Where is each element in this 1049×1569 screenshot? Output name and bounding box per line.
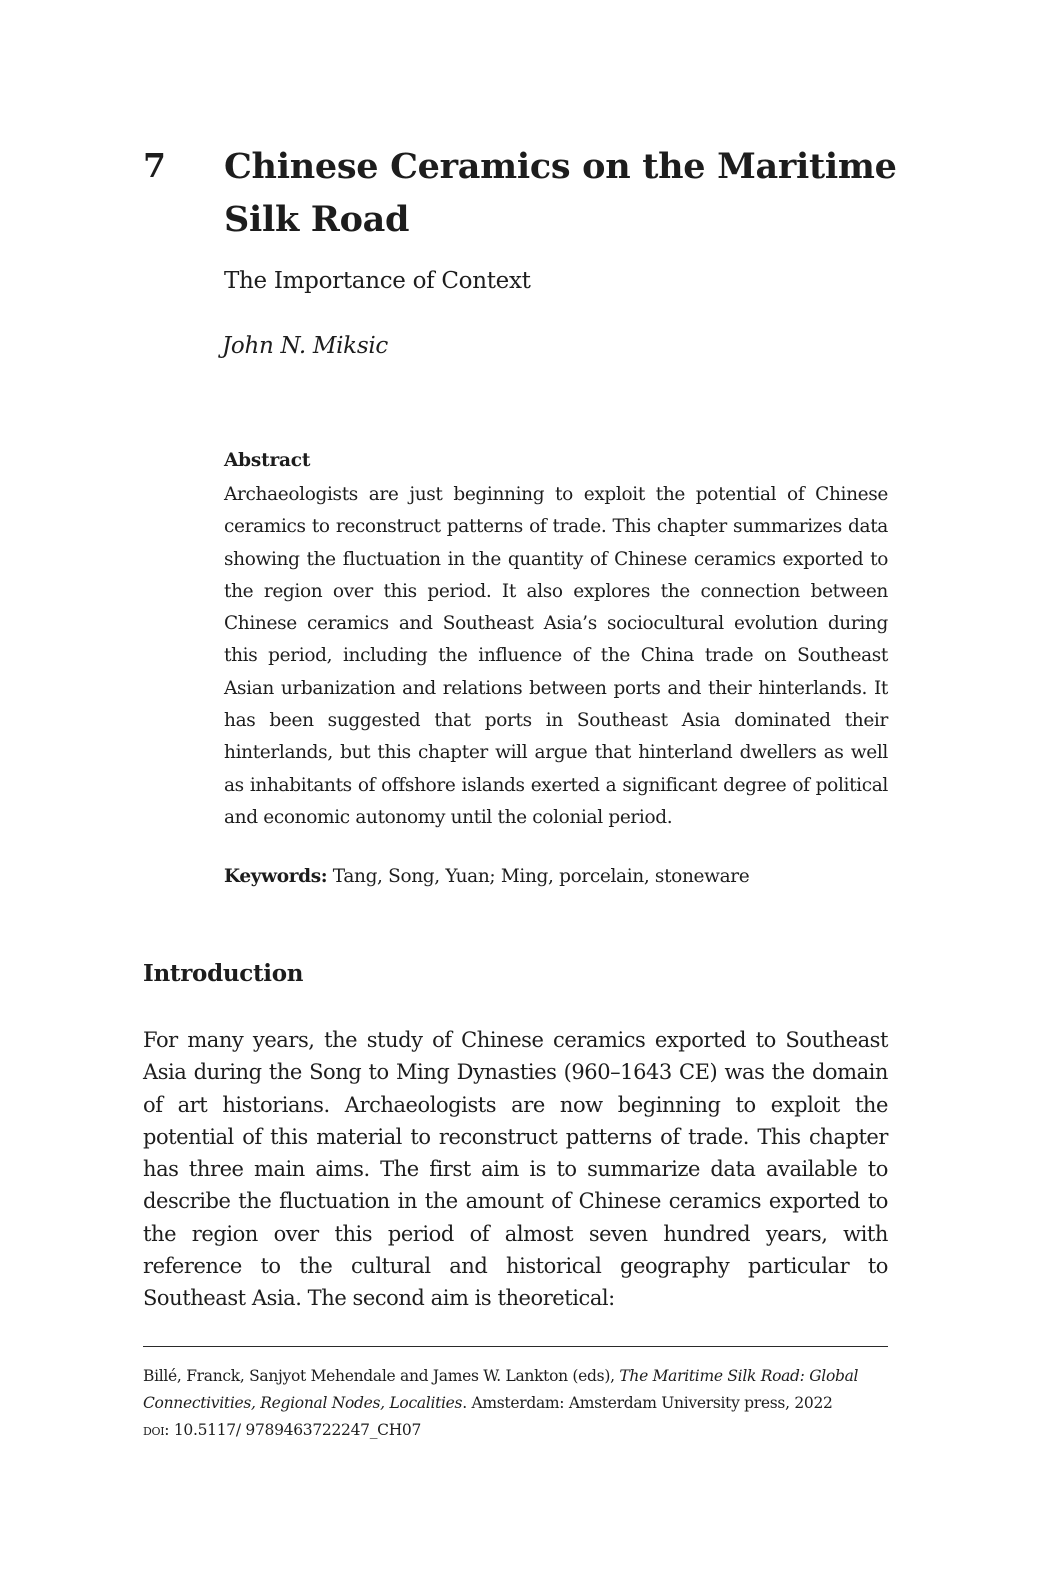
abstract-body: Archaeologists are just beginning to exploit the potential of Chinese ceramics to reconstruct patterns of trade. This chapter summarizes data showing the fluctuation in the quantity of Chinese ceramics exported to the region over this period. It also explores the connection between Chinese ceramics and Southeast Asia’s sociocultural evolution during this period, including the influence of the China trade on Southeast Asian urbanization and relations between ports and their hinterlands. It has been suggested that ports in Southeast Asia dominated their hinterlands, but this chapter will argue that hinterland dwellers as well as inhabitants of offshore islands exerted a significant degree of political and economic autonomy until the colonial period.	[224, 484, 888, 828]
citation-footnote	[143, 1363, 888, 1444]
citation-line-1	[143, 1363, 888, 1390]
citation-editors: Billé, Franck, Sanjyot Mehendale and James W. Lankton (eds),	[143, 1367, 615, 1385]
chapter-subtitle: The Importance of Context	[224, 268, 531, 294]
citation-book-title-1: The Maritime Silk Road: Global	[619, 1367, 859, 1385]
introduction-body: For many years, the study of Chinese ceramics exported to Southeast Asia during the Song to Ming Dynasties (960–1643 CE) was the domain of art historians. Archaeologists are now beginning to exploit the potential of this material to reconstruct patterns of trade. This chapter has three main aims. The first aim is to summarize data available to describe the fluctuation in the amount of Chinese ceramics exported to the region over this period of almost seven hundred years, with reference to the cultural and historical geography particular to Southeast Asia. The second aim is theoretical:	[143, 1028, 888, 1311]
citation-book-title-2: Connectivities, Regional Nodes, Localities	[143, 1394, 463, 1412]
keywords	[224, 866, 749, 887]
doi-label: doi:	[143, 1421, 170, 1439]
citation-publisher: . Amsterdam: Amsterdam University press, 2022	[462, 1394, 833, 1412]
abstract-heading: Abstract	[224, 450, 311, 471]
citation-line-2	[143, 1390, 888, 1417]
citation-line-3	[143, 1417, 888, 1444]
keywords-label: Keywords:	[224, 866, 328, 887]
introduction-heading: Introduction	[143, 960, 304, 987]
keywords-text: Tang, Song, Yuan; Ming, porcelain, stoneware	[332, 866, 750, 887]
chapter-title: Chinese Ceramics on the Maritime Silk Road	[224, 146, 897, 240]
abstract	[224, 447, 888, 834]
footnote-rule	[143, 1346, 888, 1347]
doi-value: 10.5117/ 9789463722247_CH07	[173, 1421, 422, 1439]
chapter-number: 7	[143, 146, 166, 185]
author-name: John N. Miksic	[222, 333, 388, 359]
